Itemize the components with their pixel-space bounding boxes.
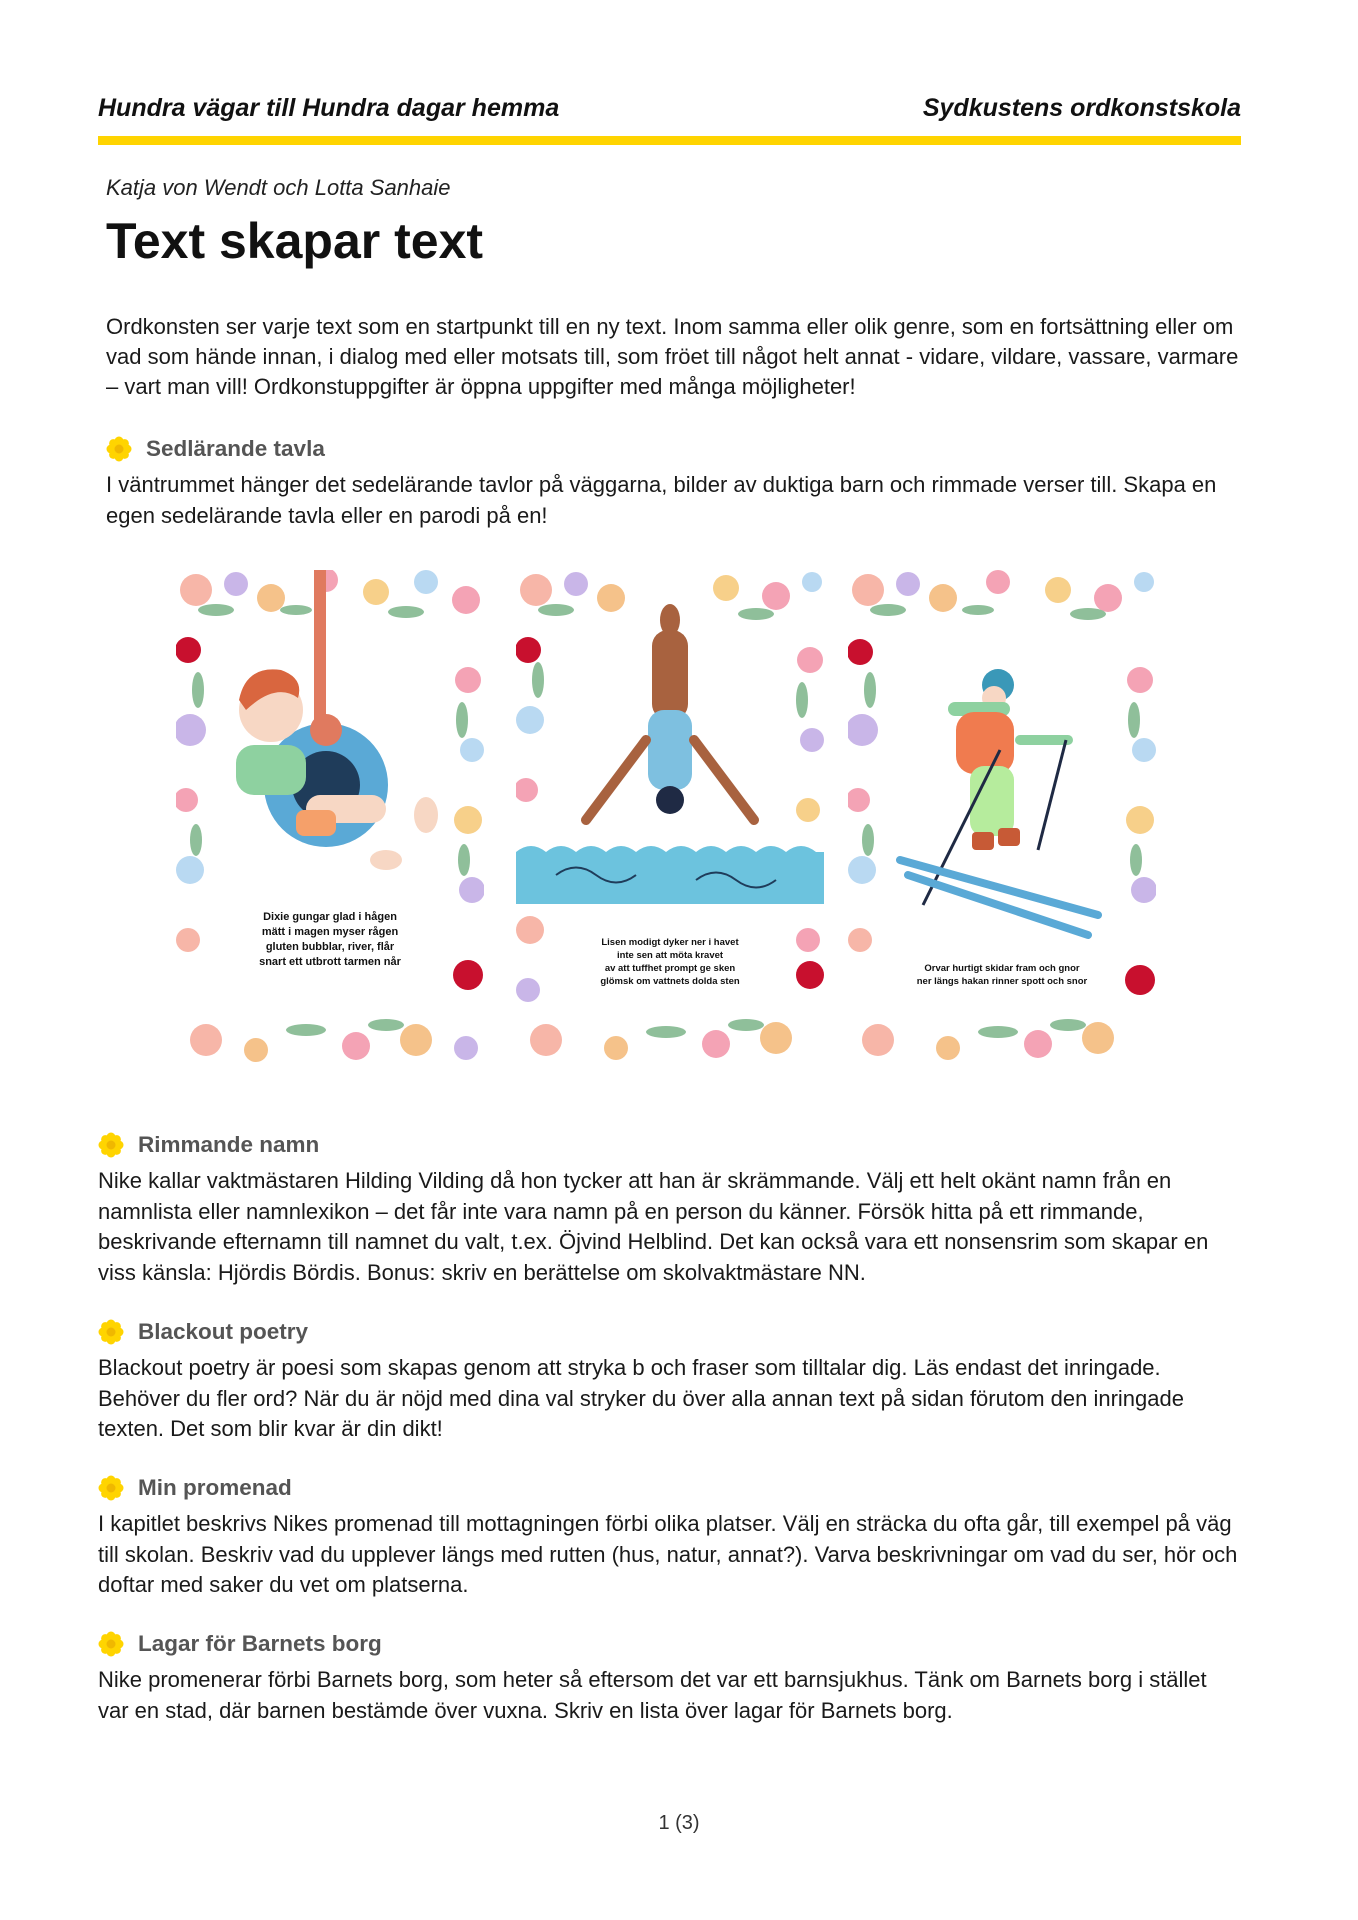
section-blackout-poetry bbox=[98, 1317, 1241, 1445]
flower-bullet-icon bbox=[98, 1319, 124, 1345]
poster-caption bbox=[566, 936, 774, 988]
caption-line: Orvar hurtigt skidar fram och gnor bbox=[924, 963, 1080, 974]
caption-line: Dixie gungar glad i hågen bbox=[263, 911, 397, 923]
caption-line: ner längs hakan rinner spott och snor bbox=[916, 976, 1088, 987]
section-min-promenad bbox=[98, 1473, 1241, 1601]
section-body: Nike kallar vaktmästaren Hilding Vilding då hon tycker att han är skrämmande. Välj ett helt okänt namn från en namnlista eller namnlexikon – det får inte vara namn på en person du känner. Försök hitta på ett rimmande, beskrivande efternamn till namnet du valt, t.ex. Öjvind Helblind. Det kan också vara ett nonsensrim som skapar en viss känsla: Hjördis Bördis. Bonus: skriv en berättelse om skolvaktmästare NN. bbox=[98, 1168, 1209, 1285]
caption-line: glömsk om vattnets dolda sten bbox=[600, 976, 740, 987]
running-header bbox=[98, 94, 1241, 126]
flower-bullet-icon bbox=[98, 1475, 124, 1501]
page-number: 1 (3) bbox=[658, 1812, 700, 1834]
header-school-name: Sydkustens ordkonstskola bbox=[922, 94, 1241, 122]
page-title: Text skapar text bbox=[106, 213, 484, 269]
section-heading: Lagar för Barnets borg bbox=[138, 1631, 382, 1656]
poster-tire-swing bbox=[176, 570, 484, 1062]
section-body: Blackout poetry är poesi som skapas genom att stryka b och fraser som tilltalar dig. Läs endast det inringade. Behöver du fler ord? När du är nöjd med dina val stryker du över alla annan text på sidan förutom den inringade texten. Det som blir kvar är din dikt! bbox=[98, 1355, 1184, 1441]
section-heading: Rimmande namn bbox=[138, 1132, 320, 1157]
diver-illustration bbox=[516, 570, 824, 1062]
caption-line: Lisen modigt dyker ner i havet bbox=[601, 937, 739, 948]
poster-caption bbox=[898, 962, 1106, 988]
flower-bullet-icon bbox=[106, 436, 132, 462]
poster-gallery bbox=[176, 570, 1176, 1062]
section-heading: Blackout poetry bbox=[138, 1319, 309, 1344]
poster-caption bbox=[226, 910, 434, 970]
header-divider bbox=[98, 136, 1241, 145]
section-rimmande-namn bbox=[98, 1130, 1241, 1288]
caption-line: snart ett utbrott tarmen når bbox=[259, 956, 401, 968]
section-lagar-for-barnets-borg bbox=[98, 1629, 1241, 1726]
section-heading: Min promenad bbox=[138, 1475, 292, 1500]
flower-bullet-icon bbox=[98, 1132, 124, 1158]
tire-swing-illustration bbox=[176, 570, 484, 1062]
section-sedlarande-tavla bbox=[106, 434, 1241, 531]
skier-illustration bbox=[848, 570, 1156, 1062]
intro-paragraph: Ordkonsten ser varje text som en startpunkt till en ny text. Inom samma eller olik genre, som en fortsättning eller om vad som hände innan, i dialog med eller motsats till, som fröet till något helt annat - vidare, vildare, vassare, varmare – vart man vill! Ordkonstuppgifter är öppna uppgifter med många möjligheter! bbox=[106, 314, 1239, 399]
caption-line: gluten bubblar, river, flår bbox=[265, 941, 395, 953]
section-body: I kapitlet beskrivs Nikes promenad till mottagningen förbi olika platser. Välj en sträcka du ofta går, till exempel på väg till skolan. Beskriv vad du upplever längs med rutten (hus, natur, annat?). Varva beskrivningar om vad du ser, hör och doftar med saker du vet om platserna. bbox=[98, 1511, 1238, 1597]
flower-bullet-icon bbox=[98, 1631, 124, 1657]
section-body: I väntrummet hänger det sedelärande tavlor på väggarna, bilder av duktiga barn och rimmade verser till. Skapa en egen sedelärande tavla eller en parodi på en! bbox=[106, 472, 1217, 528]
authors: Katja von Wendt och Lotta Sanhaie bbox=[106, 175, 451, 200]
caption-line: av att tuffhet prompt ge sken bbox=[604, 963, 736, 974]
section-heading: Sedlärande tavla bbox=[146, 436, 325, 461]
header-book-title: Hundra vägar till Hundra dagar hemma bbox=[98, 94, 560, 122]
section-body: Nike promenerar förbi Barnets borg, som heter så eftersom det var ett barnsjukhus. Tänk om Barnets borg i stället var en stad, där barnen bestämde över vuxna. Skriv en lista över lagar för Barnets borg. bbox=[98, 1667, 1207, 1723]
poster-diver bbox=[516, 570, 824, 1062]
poster-skier bbox=[848, 570, 1156, 1062]
caption-line: inte sen att möta kravet bbox=[616, 950, 724, 961]
caption-line: mätt i magen myser rågen bbox=[261, 926, 399, 938]
